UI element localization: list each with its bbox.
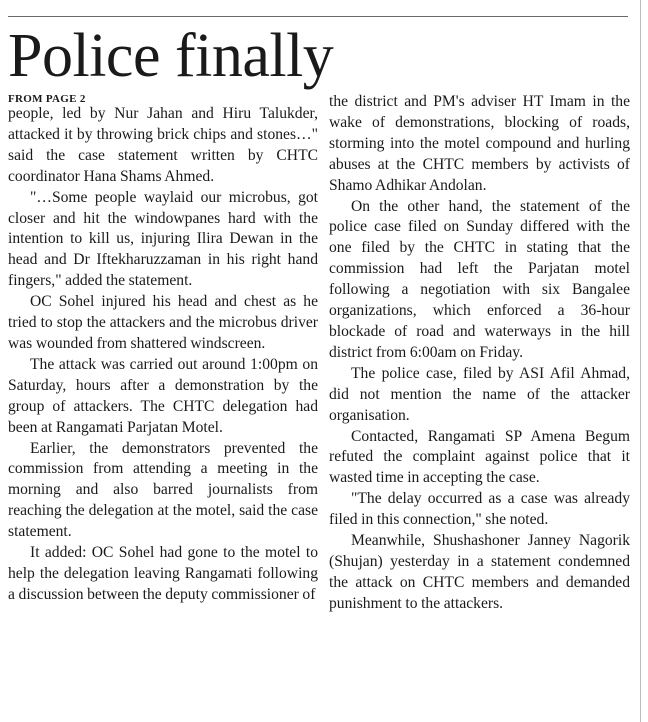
paragraph: Meanwhile, Shushashoner Janney Nagorik (Shujan) yesterday in a statement condemned the attack on CHTC members and demanded punishment to the attackers. (329, 532, 630, 612)
article-column-right (329, 92, 630, 615)
top-divider (8, 16, 628, 17)
paragraph: "The delay occurred as a case was already filed in this connection," she noted. (329, 490, 630, 529)
paragraph: the district and PM's adviser HT Imam in the wake of demonstrations, blocking of roads, storming into the motel compound and hurling abuses at the CHTC members by activists of Shamo Adhikar Andolan. (329, 93, 630, 194)
column-edge-divider (640, 0, 641, 722)
paragraph: The police case, filed by ASI Afil Ahmad, did not mention the name of the attacker organisation. (329, 364, 630, 424)
continuation-kicker: FROM PAGE 2 (8, 93, 86, 105)
paragraph: The attack was carried out around 1:00pm on Saturday, hours after a demonstration by the group of attackers. The CHTC delegation had been at Rangamati Parjatan Motel. (8, 355, 318, 436)
paragraph: "…Some people waylaid our microbus, got closer and hit the windowpanes hard with the intention to kill us, injuring Ilira Dewan in the head and Dr Iftekharuzzaman in his right hand fingers," added the statement. (8, 188, 318, 290)
paragraph: Contacted, Rangamati SP Amena Begum refuted the complaint against police that it wasted time in accepting the case. (329, 427, 630, 487)
article-headline: Police finally (8, 22, 334, 90)
article-column-left (8, 104, 318, 606)
paragraph: It added: OC Sohel had gone to the motel to help the delegation leaving Rangamati following a discussion between the deputy commissioner of (8, 544, 318, 603)
paragraph: people, led by Nur Jahan and Hiru Talukder, attacked it by throwing brick chips and stones…" said the case statement written by CHTC coordinator Hana Shams Ahmed. (8, 105, 318, 185)
paragraph: Earlier, the demonstrators prevented the commission from attending a meeting in the morning and also barred journalists from reaching the delegation at the motel, said the case statement. (8, 439, 318, 541)
paragraph: OC Sohel injured his head and chest as he tried to stop the attackers and the microbus driver was wounded from shattered windscreen. (8, 293, 318, 352)
paragraph: On the other hand, the statement of the police case filed on Sunday differed with the one filed by the CHTC in stating that the commission had left the Parjatan motel following a negotiation with six Bangalee organizations, which enforced a 36-hour blockade of road and waterways in the hill district from 6:00am on Friday. (329, 197, 630, 361)
